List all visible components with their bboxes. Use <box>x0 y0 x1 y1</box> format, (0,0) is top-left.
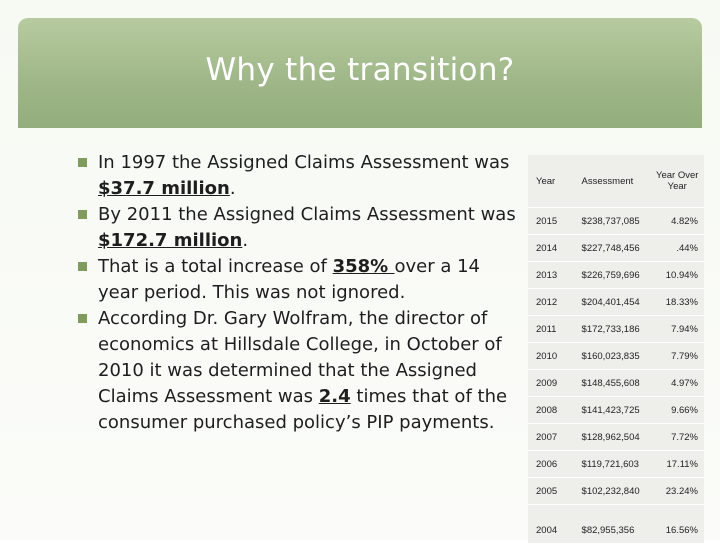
square-bullet-icon <box>78 314 87 323</box>
cell-assessment: $119,721,603 <box>580 451 651 478</box>
cell-assessment: $141,423,725 <box>580 397 651 424</box>
table-row <box>528 424 704 451</box>
table-row <box>528 397 704 424</box>
square-bullet-icon <box>78 210 87 219</box>
cell-year: 2013 <box>528 262 580 289</box>
header-year-over-year: Year Over Year <box>650 155 704 208</box>
cell-yoy: 4.82% <box>650 208 704 235</box>
cell-yoy: 7.72% <box>650 424 704 451</box>
cell-yoy: 10.94% <box>650 262 704 289</box>
cell-yoy: 17.11% <box>650 451 704 478</box>
cell-yoy: 7.79% <box>650 343 704 370</box>
cell-assessment: $148,455,608 <box>580 370 651 397</box>
assessment-table-panel <box>528 155 704 543</box>
cell-year: 2008 <box>528 397 580 424</box>
slide-title: Why the transition? <box>0 52 720 88</box>
cell-yoy: 23.24% <box>650 478 704 505</box>
bullet-item <box>78 254 518 306</box>
square-bullet-icon <box>78 158 87 167</box>
cell-assessment: $204,401,454 <box>580 289 651 316</box>
cell-yoy: .44% <box>650 235 704 262</box>
table-header-row <box>528 155 704 208</box>
cell-yoy: 18.33% <box>650 289 704 316</box>
table-row <box>528 505 704 555</box>
table-row <box>528 262 704 289</box>
bullet-item <box>78 306 518 436</box>
bullet-text: over a 14 year period. This was not ignored. <box>98 256 480 303</box>
cell-year: 2015 <box>528 208 580 235</box>
cell-assessment: $172,733,186 <box>580 316 651 343</box>
bullet-text: According Dr. Gary Wolfram, the director of economics at Hillsdale College, in October of 2010 it was determined that the Assigned Claims Assessment was <box>98 308 502 407</box>
cell-assessment: $226,759,696 <box>580 262 651 289</box>
bullet-highlight: 358% <box>333 256 395 277</box>
table-row <box>528 370 704 397</box>
cell-year: 2012 <box>528 289 580 316</box>
cell-year: 2011 <box>528 316 580 343</box>
cell-year: 2010 <box>528 343 580 370</box>
cell-yoy: 7.94% <box>650 316 704 343</box>
cell-assessment: $160,023,835 <box>580 343 651 370</box>
cell-assessment: $238,737,085 <box>580 208 651 235</box>
bullet-text: In 1997 the Assigned Claims Assessment was <box>98 152 509 173</box>
bullet-text: By 2011 the Assigned Claims Assessment was <box>98 204 516 225</box>
cell-assessment: $227,748,456 <box>580 235 651 262</box>
cell-yoy: 16.56% <box>650 505 704 555</box>
cell-yoy: 4.97% <box>650 370 704 397</box>
bullet-highlight: $37.7 million <box>98 178 230 199</box>
square-bullet-icon <box>78 262 87 271</box>
table-row <box>528 343 704 370</box>
header-assessment: Assessment <box>580 155 651 208</box>
bullet-highlight: $172.7 million <box>98 230 242 251</box>
table-row <box>528 235 704 262</box>
cell-year: 2006 <box>528 451 580 478</box>
bullet-item <box>78 150 518 202</box>
cell-assessment: $82,955,356 <box>580 505 651 555</box>
bullet-text: That is a total increase of <box>98 256 333 277</box>
cell-year: 2005 <box>528 478 580 505</box>
bullet-item <box>78 202 518 254</box>
cell-yoy: 9.66% <box>650 397 704 424</box>
table-row <box>528 451 704 478</box>
cell-assessment: $128,962,504 <box>580 424 651 451</box>
assessment-table <box>528 155 704 555</box>
bullet-highlight: 2.4 <box>319 386 351 407</box>
cell-year: 2014 <box>528 235 580 262</box>
cell-year: 2009 <box>528 370 580 397</box>
header-year: Year <box>528 155 580 208</box>
bullet-list <box>78 150 518 436</box>
cell-year: 2004 <box>528 505 580 555</box>
bullet-text: times that of the consumer purchased policy’s PIP payments. <box>98 386 507 433</box>
cell-assessment: $102,232,840 <box>580 478 651 505</box>
bullet-text: . <box>230 178 236 199</box>
cell-year: 2007 <box>528 424 580 451</box>
table-row <box>528 208 704 235</box>
bullet-text: . <box>242 230 248 251</box>
table-row <box>528 478 704 505</box>
table-row <box>528 289 704 316</box>
table-row <box>528 316 704 343</box>
